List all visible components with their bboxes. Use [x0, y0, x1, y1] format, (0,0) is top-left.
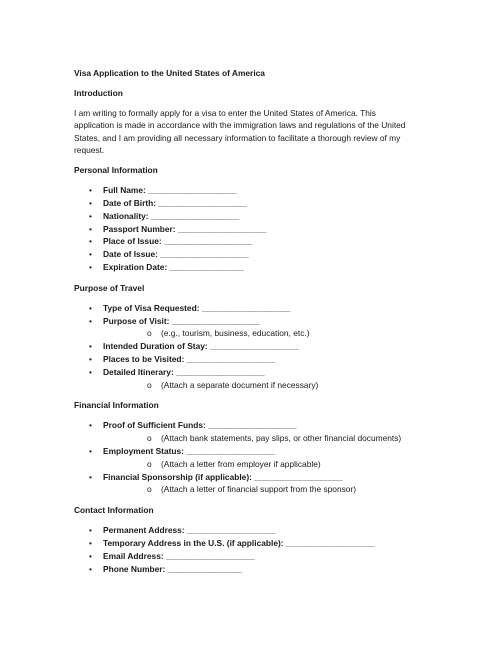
bullet-icon: •	[89, 223, 92, 234]
date-of-issue-field: Date of Issue: ___________________	[103, 249, 249, 260]
bullet-icon: •	[89, 261, 92, 272]
sub-bullet-icon: o	[147, 433, 152, 444]
bullet-icon: •	[89, 563, 92, 574]
purpose-of-visit-note: (e.g., tourism, business, education, etc.)	[161, 328, 310, 339]
bullet-icon: •	[89, 537, 92, 548]
list-item	[74, 471, 462, 497]
list-item	[74, 302, 462, 315]
sub-list-item	[103, 458, 462, 471]
purpose-of-travel-heading: Purpose of Travel	[74, 282, 145, 293]
bullet-icon: •	[89, 315, 92, 326]
sub-list-item	[103, 483, 462, 496]
sub-bullet-icon: o	[147, 484, 152, 495]
bullet-icon: •	[89, 366, 92, 377]
financial-sponsorship-field: Financial Sponsorship (if applicable): ___________________	[103, 471, 343, 482]
bullet-icon: •	[89, 236, 92, 247]
itinerary-note: (Attach a separate document if necessary)	[161, 379, 319, 390]
temporary-address-field: Temporary Address in the U.S. (if applicable): ___________________	[103, 537, 375, 548]
purpose-of-visit-field: Purpose of Visit: ___________________	[103, 315, 261, 326]
list-item	[74, 445, 462, 471]
duration-of-stay-field: Intended Duration of Stay: ___________________	[103, 341, 299, 352]
proof-of-funds-note: (Attach bank statements, pay slips, or other financial documents)	[161, 433, 402, 444]
contact-information-heading: Contact Information	[74, 505, 154, 516]
bullet-icon: •	[89, 471, 92, 482]
bullet-icon: •	[89, 341, 92, 352]
list-item	[74, 366, 462, 392]
list-item	[74, 197, 462, 210]
list-item	[74, 524, 462, 537]
visa-type-field: Type of Visa Requested: ___________________	[103, 302, 291, 313]
financial-information-list	[74, 419, 462, 496]
bullet-icon: •	[89, 420, 92, 431]
sub-list-item	[103, 327, 462, 340]
purpose-of-travel-list	[74, 302, 462, 392]
full-name-field: Full Name: ___________________	[103, 185, 237, 196]
financial-sponsorship-note: (Attach a letter of financial support from the sponsor)	[161, 484, 357, 495]
sub-bullet-icon: o	[147, 379, 152, 390]
bullet-icon: •	[89, 445, 92, 456]
financial-information-heading: Financial Information	[74, 400, 159, 411]
list-item	[74, 550, 462, 563]
itinerary-field: Detailed Itinerary: ___________________	[103, 366, 265, 377]
list-item	[74, 248, 462, 261]
list-item	[74, 340, 462, 353]
bullet-icon: •	[89, 197, 92, 208]
sub-list-item	[103, 379, 462, 392]
list-item	[74, 223, 462, 236]
sub-bullet-icon: o	[147, 328, 152, 339]
list-item	[74, 184, 462, 197]
sub-list-item	[103, 432, 462, 445]
list-item	[74, 315, 462, 341]
nationality-field: Nationality: ___________________	[103, 210, 240, 221]
bullet-icon: •	[89, 353, 92, 364]
document-title: Visa Application to the United States of America	[74, 68, 265, 78]
phone-number-field: Phone Number: ________________	[103, 563, 243, 574]
list-item	[74, 235, 462, 248]
introduction-text: I am writing to formally apply for a visa to enter the United States of America. This application is made in accordance with the immigration laws and regulations of the United States, and I am providing all necessary information to facilitate a thorough review of my request.	[74, 108, 406, 155]
bullet-icon: •	[89, 185, 92, 196]
date-of-birth-field: Date of Birth: ___________________	[103, 197, 247, 208]
list-item	[74, 261, 462, 274]
sub-bullet-icon: o	[147, 458, 152, 469]
list-item	[74, 419, 462, 445]
expiration-date-field: Expiration Date: ________________	[103, 261, 245, 272]
passport-number-field: Passport Number: ___________________	[103, 223, 267, 234]
bullet-icon: •	[89, 210, 92, 221]
list-item	[74, 210, 462, 223]
personal-information-list	[74, 184, 462, 274]
personal-information-heading: Personal Information	[74, 165, 158, 176]
bullet-icon: •	[89, 249, 92, 260]
bullet-icon: •	[89, 302, 92, 313]
places-to-visit-field: Places to be Visited: ___________________	[103, 353, 276, 364]
contact-information-list	[74, 524, 462, 575]
proof-of-funds-field: Proof of Sufficient Funds: ___________________	[103, 420, 297, 431]
place-of-issue-field: Place of Issue: ___________________	[103, 236, 253, 247]
permanent-address-field: Permanent Address: ___________________	[103, 525, 276, 536]
employment-status-note: (Attach a letter from employer if applicable)	[161, 458, 321, 469]
email-address-field: Email Address: ___________________	[103, 550, 255, 561]
list-item	[74, 537, 462, 550]
list-item	[74, 353, 462, 366]
introduction-heading: Introduction	[74, 88, 123, 98]
bullet-icon: •	[89, 525, 92, 536]
bullet-icon: •	[89, 550, 92, 561]
list-item	[74, 563, 462, 576]
employment-status-field: Employment Status: ___________________	[103, 445, 275, 456]
